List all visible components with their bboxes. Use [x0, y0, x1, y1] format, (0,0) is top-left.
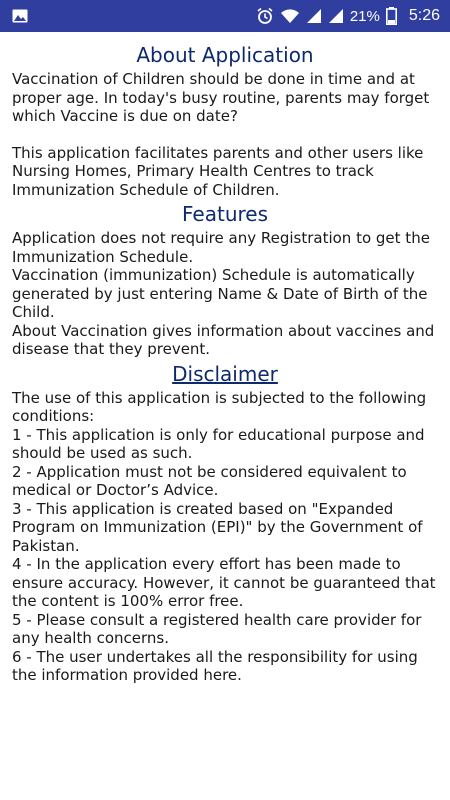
- disclaimer-item: 3 - This application is created based on "Expanded Program on Immunization (EPI)" by the Government of Pakistan.: [12, 499, 423, 555]
- disclaimer-title: Disclaimer: [172, 361, 278, 386]
- disclaimer-item: 4 - In the application every effort has been made to ensure accuracy. However, it cannot be guaranteed that the content is 100% error free.: [12, 555, 436, 610]
- feature-line: About Vaccination gives information about vaccines and disease that they prevent.: [12, 321, 435, 358]
- image-icon: [12, 9, 28, 23]
- alarm-icon: [256, 7, 274, 25]
- feature-line: Application does not require any Registration to get the Immunization Schedule.: [12, 229, 430, 266]
- signal-icon: [306, 8, 322, 24]
- battery-icon: [386, 7, 397, 25]
- disclaimer-intro: The use of this application is subjected to the following conditions:: [12, 388, 427, 425]
- disclaimer-item: 1 - This application is only for educational purpose and should be used as such.: [12, 425, 425, 462]
- about-content: [0, 32, 450, 685]
- disclaimer-item: 6 - The user undertakes all the responsibility for using the information provided here.: [12, 647, 418, 684]
- signal-icon: [328, 8, 344, 24]
- status-bar-left: [12, 9, 28, 23]
- clock: 5:26: [408, 7, 440, 24]
- status-bar: [0, 0, 450, 32]
- about-paragraph-2: This application facilitates parents and other users like Nursing Homes, Primary Health Centres to track Immunization Schedule of Children.: [12, 143, 424, 199]
- about-application-title: About Application: [136, 43, 314, 67]
- wifi-icon: [280, 8, 300, 24]
- features-title: Features: [182, 202, 268, 226]
- disclaimer-item: 5 - Please consult a registered health care provider for any health concerns.: [12, 610, 422, 647]
- status-bar-right: [256, 7, 440, 25]
- paragraph-spacer: [12, 126, 438, 144]
- battery-percentage: 21%: [349, 7, 380, 25]
- feature-line: Vaccination (immunization) Schedule is automatically generated by just entering Name & Date of Birth of the Child.: [12, 266, 428, 321]
- about-paragraph-1: Vaccination of Children should be done in time and at proper age. In today's busy routine, parents may forget which Vaccine is due on date?: [12, 70, 430, 125]
- disclaimer-item: 2 - Application must not be considered equivalent to medical or Doctor’s Advice.: [12, 462, 407, 499]
